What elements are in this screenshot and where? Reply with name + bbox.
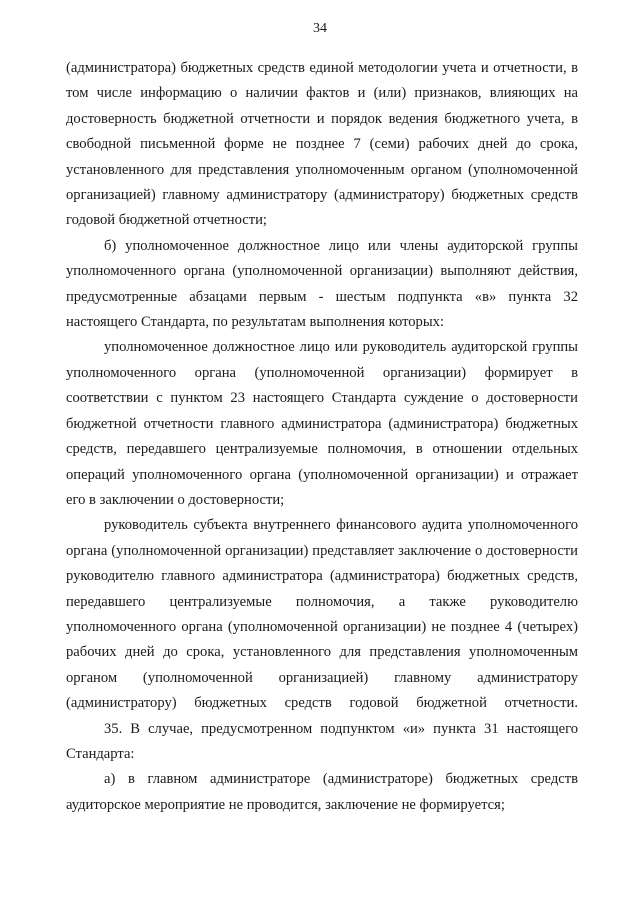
paragraph-subpoint-b: б) уполномоченное должностное лицо или члены аудиторской группы уполномоченного органа (уполномоченной организации) выполняют действия, предусмотренные абзацами первым - шестым подпункта «в» пункта 32 настоящего Стандарта, по результатам выполнения которых:: [66, 237, 578, 331]
paragraph-continuation: (администратора) бюджетных средств единой методологии учета и отчетности, в том числе информацию о наличии фактов и (или) признаков, влияющих на достоверность бюджетной отчетности и порядок ведения бюджетного учета, в свободной письменной форме не позднее 7 (семи) рабочих дней до срока, установленного для представления уполномоченным органом (уполномоченной организацией) главному администратору (администратору) бюджетных средств годовой бюджетной отчетности;: [66, 60, 578, 229]
paragraph-audit-head: руководитель субъекта внутреннего финансового аудита уполномоченного органа (уполномоченной организации) представляет заключение о достоверности руководителю главного администратора (администратора) бюджетных средств, передавшего централизуемые полномочия, а также руководителю уполномоченного органа (уполномоченной организации) не позднее 4 (четырех) рабочих дней до срока, установленного для представления уполномоченным органом (уполномоченной организацией) главному администратору (администратору) бюджетных средств годовой бюджетной отчетности.: [66, 517, 578, 712]
paragraph-subpoint-a: а) в главном администраторе (администраторе) бюджетных средств аудиторское мероприятие не проводится, заключение не формируется;: [66, 771, 578, 813]
document-body: [66, 56, 578, 818]
paragraph-authorized-official: уполномоченное должностное лицо или руководитель аудиторской группы уполномоченного органа (уполномоченной организации) формирует в соответствии с пунктом 23 настоящего Стандарта суждение о достоверности бюджетной отчетности главного администратора (администратора) бюджетных средств, передавшего централизуемые полномочия, в отношении отдельных операций уполномоченного органа (уполномоченной организации) и отражает его в заключении о достоверности;: [66, 339, 578, 508]
paragraph-point-35: 35. В случае, предусмотренном подпунктом «и» пункта 31 настоящего Стандарта:: [66, 720, 578, 762]
page-number: 34: [313, 21, 327, 36]
